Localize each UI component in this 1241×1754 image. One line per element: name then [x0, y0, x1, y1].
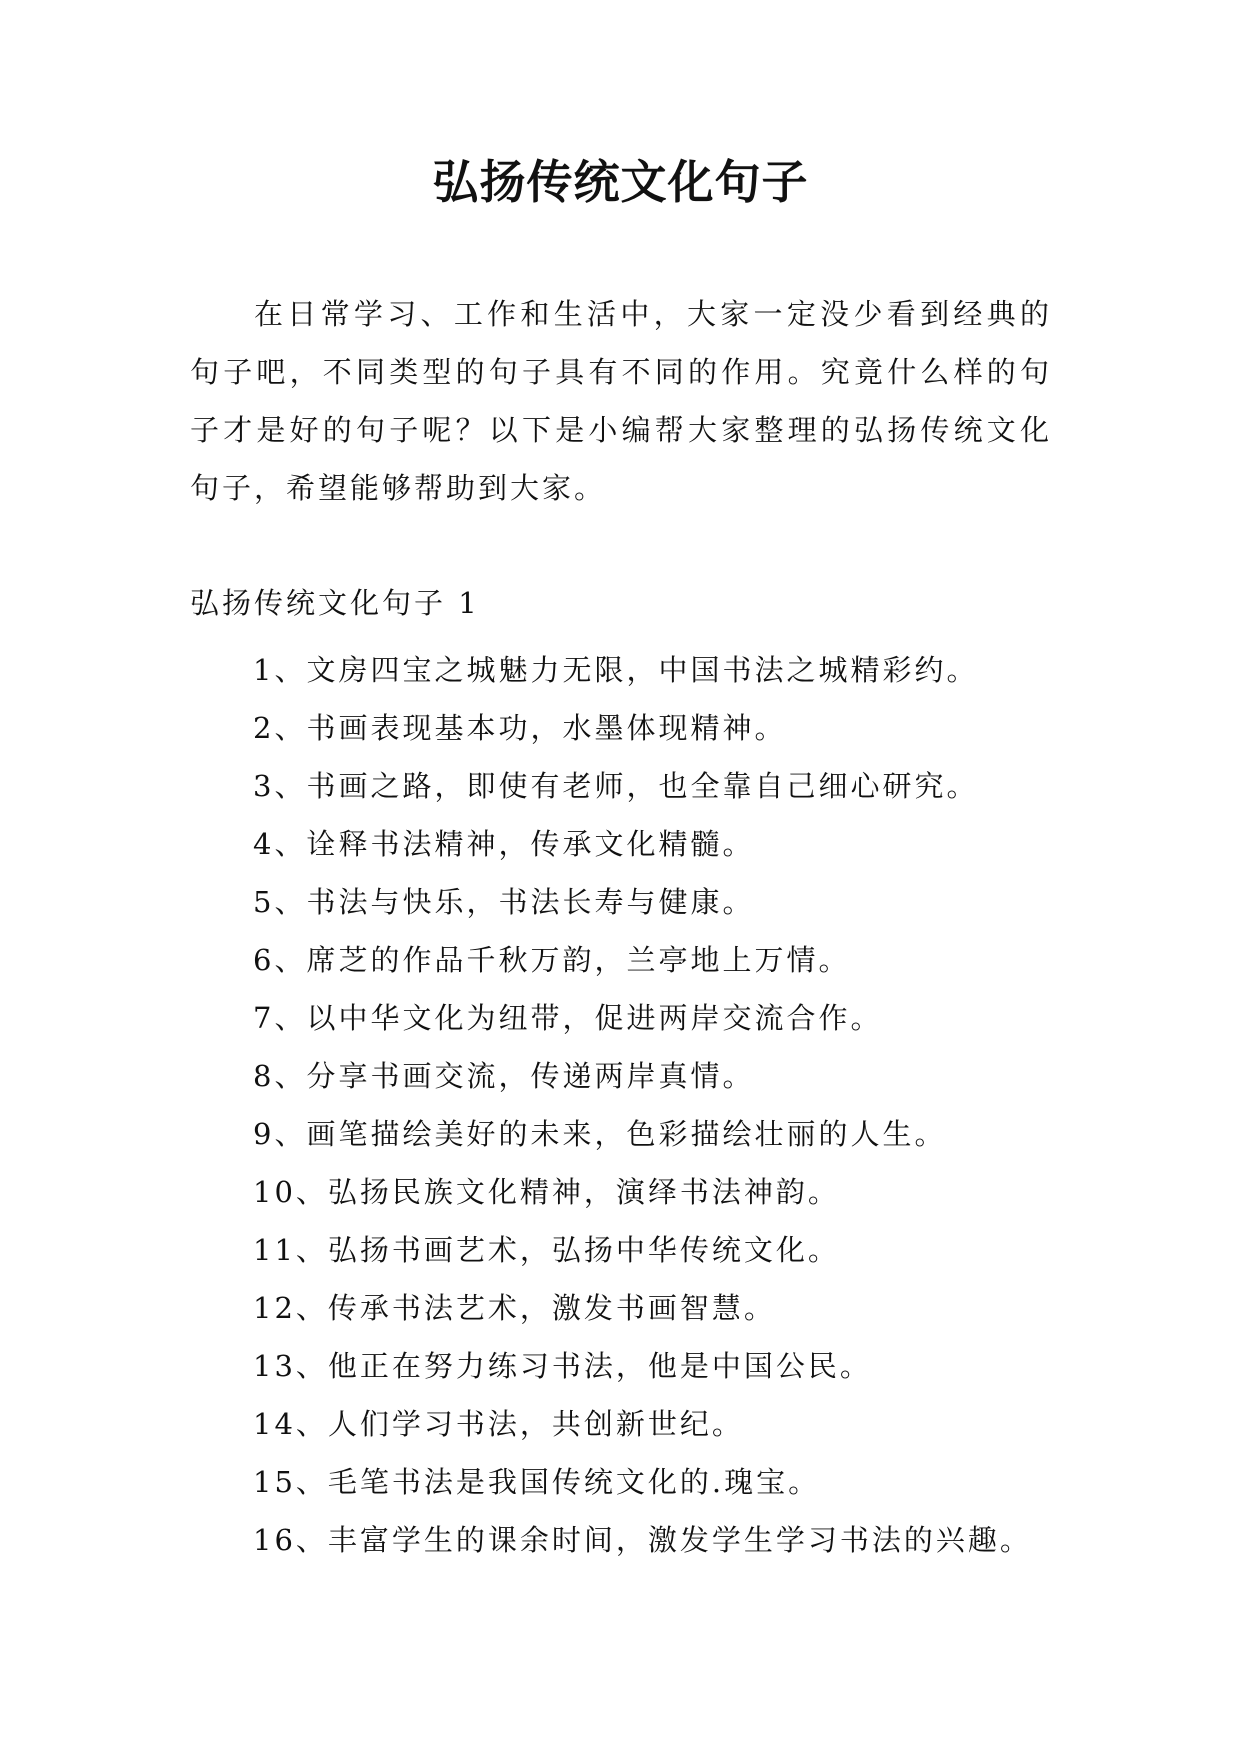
sentence-list: [253, 641, 1032, 1569]
list-item: 9、画笔描绘美好的未来，色彩描绘壮丽的人生。: [253, 1117, 947, 1151]
list-item: 10、弘扬民族文化精神，演绎书法神韵。: [253, 1175, 840, 1209]
list-item: 2、书画表现基本功，水墨体现精神。: [253, 711, 787, 745]
list-item: 3、书画之路，即使有老师，也全靠自己细心研究。: [253, 769, 979, 803]
list-item: 14、人们学习书法，共创新世纪。: [253, 1407, 744, 1441]
list-item: 7、以中华文化为纽带，促进两岸交流合作。: [253, 1001, 883, 1035]
list-item: 4、诠释书法精神，传承文化精髓。: [253, 827, 755, 861]
list-item: 13、他正在努力练习书法，他是中国公民。: [253, 1349, 872, 1383]
list-item: 11、弘扬书画艺术，弘扬中华传统文化。: [253, 1233, 840, 1267]
list-item: 6、席芝的作品千秋万韵，兰亭地上万情。: [253, 943, 851, 977]
section-heading: 弘扬传统文化句子 1: [190, 586, 480, 620]
list-item: 1、文房四宝之城魅力无限，中国书法之城精彩约。: [253, 653, 979, 687]
list-item: 5、书法与快乐，书法长寿与健康。: [253, 885, 755, 919]
intro-paragraph: 在日常学习、工作和生活中，大家一定没少看到经典的句子吧，不同类型的句子具有不同的作用。究竟什么样的句子才是好的句子呢？以下是小编帮大家整理的弘扬传统文化句子，希望能够帮助到大家。: [190, 297, 1052, 505]
list-item: 16、丰富学生的课余时间，激发学生学习书法的兴趣。: [253, 1523, 1032, 1557]
page-title: 弘扬传统文化句子: [432, 155, 809, 209]
list-item: 15、毛笔书法是我国传统文化的.瑰宝。: [253, 1465, 821, 1499]
list-item: 12、传承书法艺术，激发书画智慧。: [253, 1291, 776, 1325]
list-item: 8、分享书画交流，传递两岸真情。: [253, 1059, 755, 1093]
